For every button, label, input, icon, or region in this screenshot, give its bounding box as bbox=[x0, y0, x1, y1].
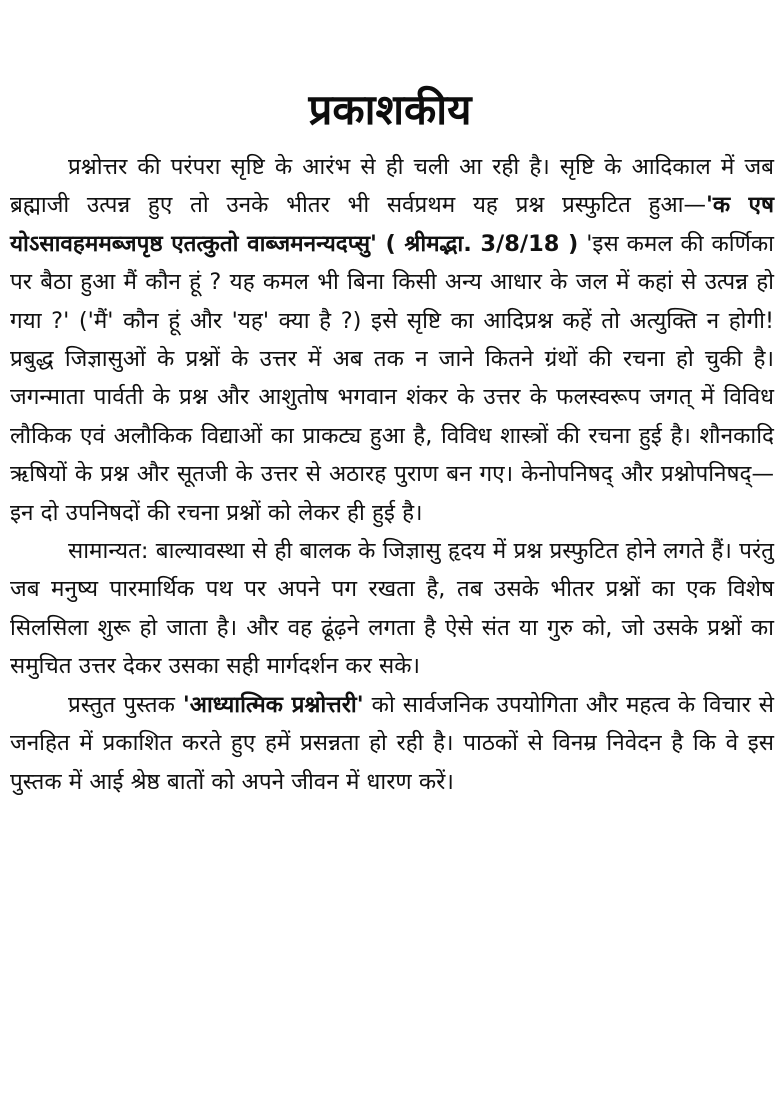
paragraph-1 bbox=[10, 148, 774, 532]
paragraph-1-text-a: प्रश्नोत्तर की परंपरा सृष्टि के आरंभ से ही चली आ रही है। सृष्टि के आदिकाल में जब ब्रह्माजी उत्पन्न हुए तो उनके भीतर भी सर्वप्रथम यह प्रश्न प्रस्फुटित हुआ— bbox=[10, 154, 774, 219]
book-title: 'आध्यात्मिक प्रश्नोत्तरी' bbox=[182, 691, 364, 718]
paragraph-1-text-b: 'इस कमल की कर्णिका पर बैठा हुआ मैं कौन हूं ? यह कमल भी बिना किसी अन्य आधार के जल में कहां से उत्पन्न हो गया ?' ('मैं' कौन हूं और 'यह' क्या है ?) इसे सृष्टि का आदिप्रश्न कहें तो अत्युक्ति न होगी! प्रबुद्ध जिज्ञासुओं के प्रश्नों के उत्तर में अब तक न जाने कितने ग्रंथों की रचना हो चुकी है। जगन्माता पार्वती के प्रश्न और आशुतोष भगवान शंकर के उत्तर के फलस्वरूप जगत् में विविध लौकिक एवं अलौकिक विद्याओं का प्राकट्य हुआ है, विविध शास्त्रों की रचना हुई है। शौनकादि ऋषियों के प्रश्न और सूतजी के उत्तर से अठारह पुराण बन गए। केनोपनिषद् और प्रश्नोपनिषद्—इन दो उपनिषदों की रचना प्रश्नों को लेकर ही हुई है। bbox=[10, 230, 774, 526]
paragraph-2: सामान्यत: बाल्यावस्था से ही बालक के जिज्ञासु हृदय में प्रश्न प्रस्फुटित होने लगते हैं। परंतु जब मनुष्य पारमार्थिक पथ पर अपने पग रखता है, तब उसके भीतर प्रश्नों का एक विशेष सिलसिला शुरू हो जाता है। और वह ढूंढ़ने लगता है ऐसे संत या गुरु को, जो उसके प्रश्नों का समुचित उत्तर देकर उसका सही मार्गदर्शन कर सके। bbox=[10, 538, 774, 680]
document-body bbox=[10, 148, 774, 801]
paragraph-3-text-b: को सार्वजनिक उपयोगिता और महत्व के विचार से जनहित में प्रकाशित करते हुए हमें प्रसन्नता हो रही है। पाठकों से विनम्र निवेदन है कि वे इस पुस्तक में आई श्रेष्ठ बातों को अपने जीवन में धारण करें। bbox=[10, 691, 774, 795]
sanskrit-quote: 'क एष योऽसावहममब्जपृष्ठ एतत्कुतो वाब्जमनन्यदप्सु' ( श्रीमद्भा. 3/8/18 ) bbox=[10, 192, 775, 257]
page-title: प्रकाशकीय bbox=[308, 85, 472, 134]
paragraph-3 bbox=[10, 686, 774, 801]
paragraph-3-text-a: प्रस्तुत पुस्तक bbox=[68, 691, 183, 718]
